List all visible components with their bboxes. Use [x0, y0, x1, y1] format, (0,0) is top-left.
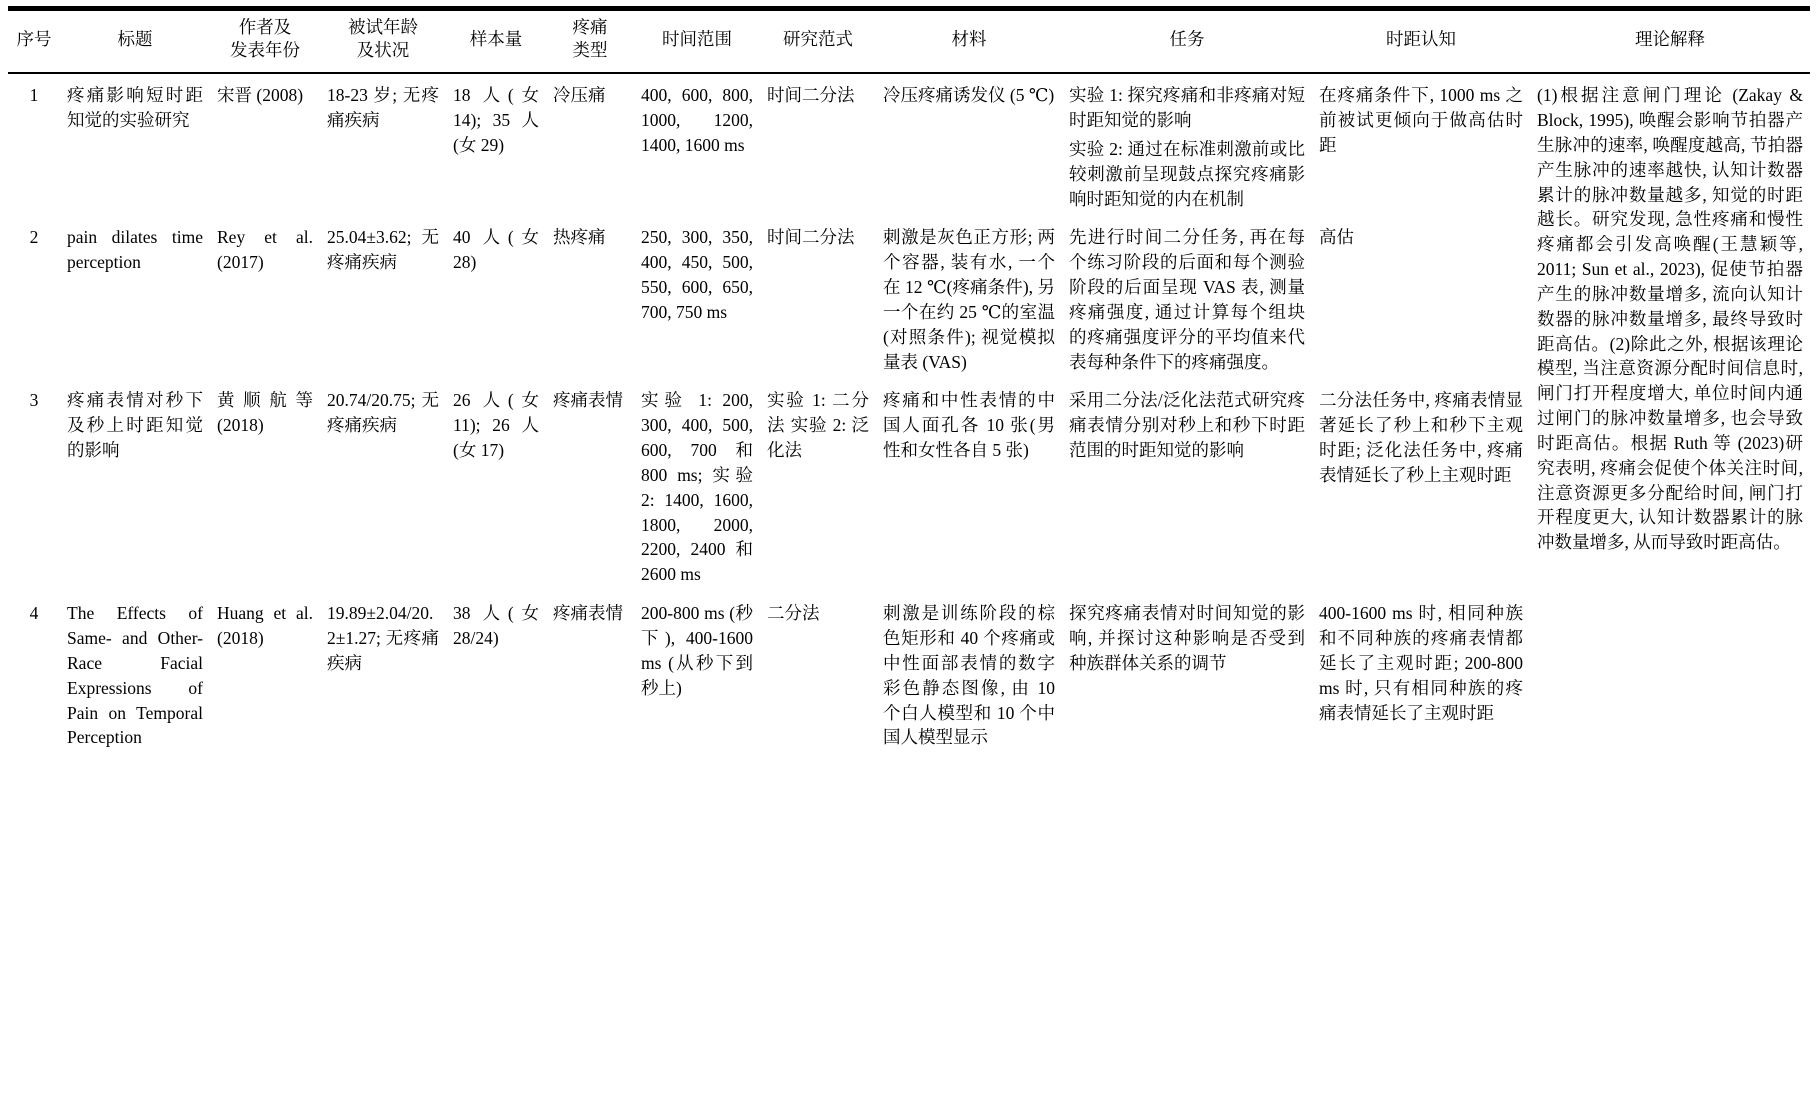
column-header-author-year-line1: 作者及	[238, 16, 292, 37]
column-header-pain-type-line2: 类型	[572, 40, 608, 61]
cell-theory-explanation: (1)根据注意闸门理论 (Zakay & Block, 1995), 唤醒会影响节拍器产生脉冲的速率, 唤醒度越高, 节拍器产生脉冲的速率越快, 认知计数器累计的脉冲数量越多, 知觉的时距越长。研究发现, 急性疼痛和慢性疼痛都会引发高唤醒(王慧颖等, 2011; Sun et al., 2023), 促使节拍器产生的脉冲数量增多, 流向认知计数器的脉冲数量增多, 最终导致时距高估。(2)除此之外, 根据该理论模型, 当注意资源分配时间信息时, 闸门打开程度增大, 单位时间内通过闸门的脉冲数量增多, 也会导致时距高估。根据 Ruth 等 (2023)研究表明, 疼痛会促使个体关注时间, 注意资源更多分配给时间, 闸门打开程度更大, 认知计数器累计的脉冲数量增多, 从而导致时距高估。	[1537, 85, 1803, 553]
cell-author-year: 宋晋 (2008)	[217, 85, 304, 106]
cell-index: 1	[29, 85, 39, 106]
cell-title: 疼痛表情对秒下及秒上时距知觉的影响	[67, 390, 203, 461]
cell-pain-type: 疼痛表情	[553, 390, 623, 411]
cell-index: 3	[29, 390, 39, 411]
column-header-paradigm: 研究范式	[783, 28, 853, 49]
task-item: 采用二分法/泛化法范式研究疼痛表情分别对秒上和秒下时距范围的时距知觉的影响	[1069, 390, 1305, 461]
cell-materials: 冷压疼痛诱发仪 (5 ℃)	[883, 85, 1055, 106]
column-header-sample-size: 样本量	[469, 28, 523, 49]
column-header-author-year	[210, 10, 320, 73]
cell-materials: 刺激是灰色正方形; 两个容器, 装有水, 一个在 12 ℃(疼痛条件), 另一个在约 25 ℃的室温 (对照条件); 视觉模拟量表 (VAS)	[883, 227, 1055, 372]
column-header-tasks: 任务	[1169, 28, 1205, 49]
cell-tasks	[1062, 381, 1312, 594]
task-item: 先进行时间二分任务, 再在每个练习阶段的后面和每个测验阶段的后面呈现 VAS 表, 测量疼痛强度, 通过计算每个组块的疼痛强度评分的平均值来代表每种条件下的疼痛强度。	[1069, 227, 1305, 372]
cell-sample-size: 40 人(女 28)	[453, 227, 539, 273]
study-summary-table	[8, 9, 1810, 73]
cell-time-range: 200-800 ms (秒下), 400-1600 ms (从秒下到秒上)	[641, 603, 753, 698]
cell-title: pain dilates time perception	[67, 227, 203, 273]
cell-age-status: 20.74/20.75; 无疼痛疾病	[327, 390, 439, 436]
cell-duration-cognition: 在疼痛条件下, 1000 ms 之前被试更倾向于做高估时距	[1319, 85, 1523, 155]
cell-time-range: 250, 300, 350, 400, 450, 500, 550, 600, 650, 700, 750 ms	[641, 227, 753, 322]
table-header-row	[8, 10, 1810, 73]
column-header-age-status-line1: 被试年龄	[348, 16, 418, 37]
cell-tasks	[1062, 218, 1312, 381]
table-row	[8, 76, 1810, 218]
column-header-time-range: 时间范围	[662, 28, 732, 49]
cell-paradigm: 二分法	[767, 603, 820, 624]
task-item: 探究疼痛表情对时间知觉的影响, 并探讨这种影响是否受到种族群体关系的调节	[1069, 603, 1305, 673]
column-header-pain-type-line1: 疼痛	[572, 16, 608, 37]
cell-duration-cognition: 二分法任务中, 疼痛表情显著延长了秒上和秒下主观时距; 泛化法任务中, 疼痛表情延长了秒上主观时距	[1319, 390, 1523, 485]
cell-author-year: 黄顺航等 (2018)	[217, 390, 313, 436]
cell-materials: 刺激是训练阶段的棕色矩形和 40 个疼痛或中性面部表情的数字彩色静态图像, 由 10 个白人模型和 10 个中国人模型显示	[883, 603, 1055, 748]
cell-age-status: 19.89±2.04/20.2±1.27; 无疼痛疾病	[327, 603, 439, 673]
cell-tasks	[1062, 76, 1312, 218]
cell-pain-type: 热疼痛	[553, 227, 606, 248]
cell-tasks	[1062, 594, 1312, 757]
cell-author-year: Rey et al. (2017)	[217, 227, 313, 273]
cell-duration-cognition: 400-1600 ms 时, 相同种族和不同种族的疼痛表情都延长了主观时距; 200-800 ms 时, 只有相同种族的疼痛表情延长了主观时距	[1319, 603, 1523, 723]
study-summary-body-table	[8, 76, 1810, 757]
task-item: 实验 1: 探究疼痛和非疼痛对短时距知觉的影响	[1069, 85, 1305, 130]
cell-paradigm: 时间二分法	[767, 227, 855, 248]
column-header-title: 标题	[117, 28, 153, 49]
cell-pain-type: 疼痛表情	[553, 603, 623, 624]
cell-age-status: 18-23 岁; 无疼痛疾病	[327, 85, 439, 130]
column-header-pain-type	[546, 10, 634, 73]
cell-sample-size: 26 人(女 11); 26 人(女 17)	[453, 390, 539, 461]
cell-time-range: 实验 1: 200, 300, 400, 500, 600, 700 和 800 ms; 实验 2: 1400, 1600, 1800, 2000, 2200, 2400 和 2600 ms	[641, 390, 753, 585]
cell-paradigm: 时间二分法	[767, 85, 855, 106]
table-header	[8, 10, 1810, 73]
column-header-materials: 材料	[951, 28, 987, 49]
cell-pain-type: 冷压痛	[553, 85, 606, 106]
column-header-index: 序号	[16, 28, 52, 49]
cell-time-range: 400, 600, 800, 1000, 1200, 1400, 1600 ms	[641, 85, 753, 155]
cell-paradigm: 实验 1: 二分法 实验 2: 泛化法	[767, 390, 869, 461]
cell-age-status: 25.04±3.62; 无疼痛疾病	[327, 227, 439, 273]
cell-sample-size: 38 人(女 28/24)	[453, 603, 539, 649]
table-body	[8, 76, 1810, 757]
column-header-author-year-line2: 发表年份	[230, 40, 300, 61]
cell-title: 疼痛影响短时距知觉的实验研究	[67, 85, 203, 130]
task-item: 实验 2: 通过在标准刺激前或比较刺激前呈现鼓点探究疼痛影响时距知觉的内在机制	[1069, 138, 1305, 209]
column-header-theory-explanation: 理论解释	[1635, 28, 1705, 49]
column-header-age-status	[320, 10, 446, 73]
table-container	[8, 6, 1810, 757]
column-header-age-status-line2: 及状况	[356, 40, 410, 61]
cell-author-year: Huang et al. (2018)	[217, 603, 313, 649]
cell-title: The Effects of Same- and Other-Race Facial Expressions of Pain on Temporal Perception	[67, 603, 203, 748]
column-header-duration-cognition: 时距认知	[1386, 28, 1456, 49]
cell-duration-cognition: 高估	[1319, 227, 1354, 248]
cell-index: 4	[29, 603, 39, 624]
cell-index: 2	[29, 227, 39, 248]
cell-sample-size: 18 人(女 14); 35 人(女 29)	[453, 85, 539, 155]
cell-materials: 疼痛和中性表情的中国人面孔各 10 张(男性和女性各自 5 张)	[883, 390, 1055, 461]
